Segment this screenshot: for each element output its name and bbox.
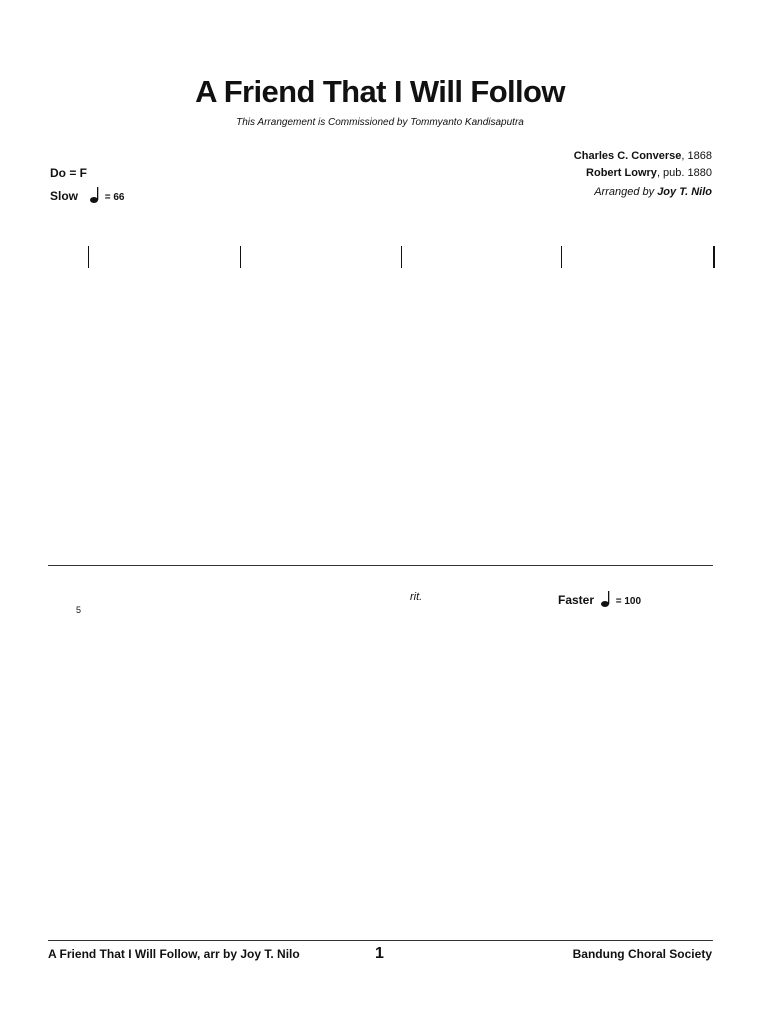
barline <box>401 246 402 268</box>
quarter-note-icon <box>600 590 612 608</box>
footer-publisher: Bandung Choral Society <box>572 947 712 961</box>
barline <box>240 246 241 268</box>
footer-rule <box>48 940 713 941</box>
barline <box>561 246 562 268</box>
arranger-credit: Arranged by Joy T. Nilo <box>594 186 712 198</box>
subtitle: This Arrangement is Commissioned by Tommyanto Kandisaputra <box>236 117 524 128</box>
barline <box>88 246 89 268</box>
lyricist-credit: Robert Lowry, pub. 1880 <box>586 167 712 179</box>
composer-credit: Charles C. Converse, 1868 <box>573 150 712 162</box>
key-signature: Do = F <box>50 166 88 180</box>
measure-number: 5 <box>76 605 82 615</box>
footer-title: A Friend That I Will Follow, arr by Joy T. Nilo <box>48 947 300 961</box>
tempo-marking: Slow = 66 <box>50 186 124 204</box>
faster-marking: Faster = 100 <box>558 590 641 608</box>
quarter-note-icon <box>89 186 101 204</box>
page-title: A Friend That I Will Follow <box>195 74 565 109</box>
system-divider <box>48 565 713 566</box>
barline <box>713 246 715 268</box>
page-number: 1 <box>375 945 384 962</box>
ritardando-marking: rit. <box>410 591 423 603</box>
